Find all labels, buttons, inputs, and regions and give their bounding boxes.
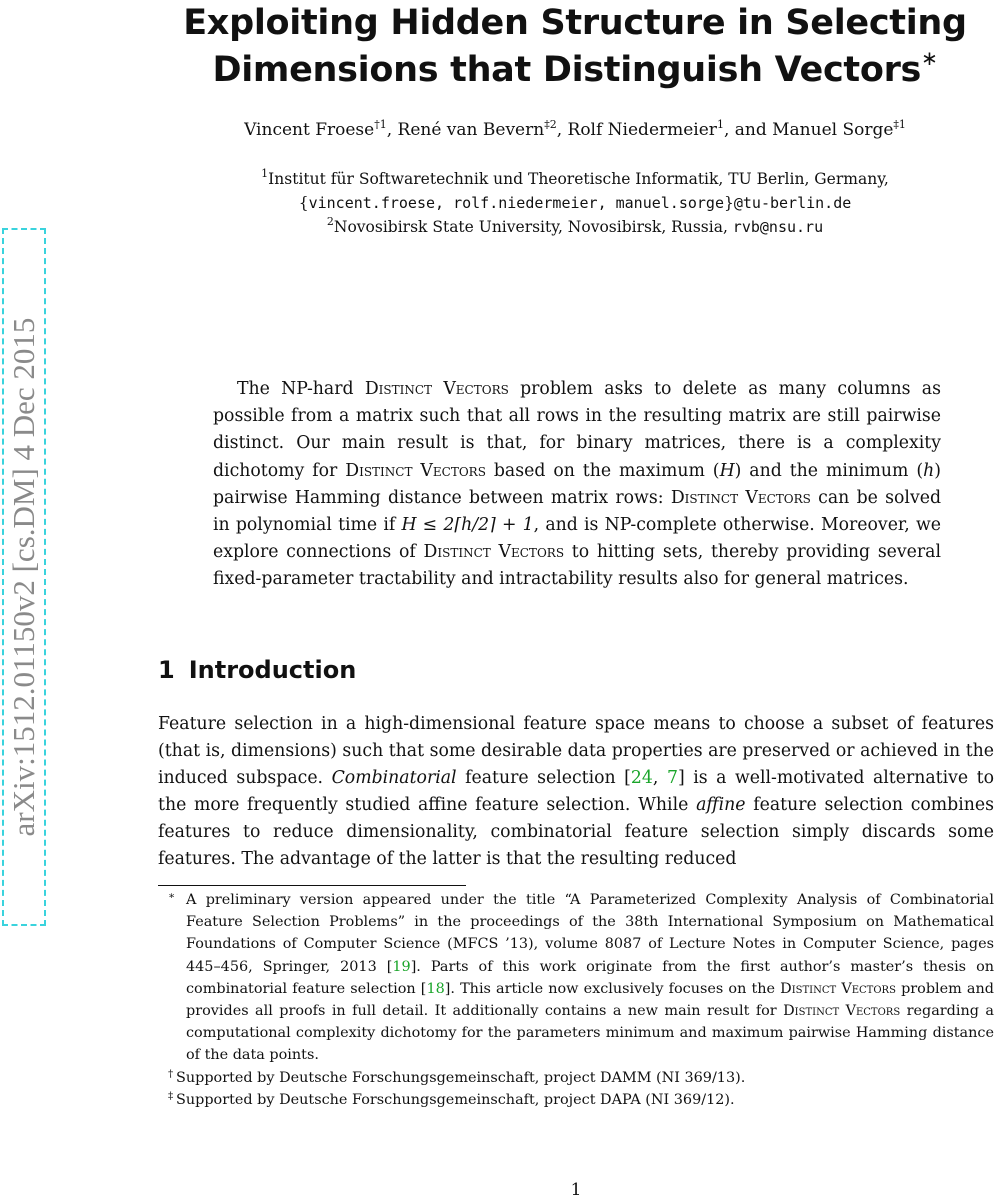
affiliation-1-emails xyxy=(160,194,990,212)
footnote-text: ]. This article now exclusively focuses on the xyxy=(444,980,781,997)
affiliation-1-text: Institut für Softwaretechnik und Theoretische Informatik, TU Berlin, Germany, xyxy=(268,170,889,188)
author-separator: , and xyxy=(723,120,773,140)
author-sorge: Manuel Sorge xyxy=(772,120,894,140)
affiliation-2-mark: 2 xyxy=(326,215,334,228)
email-list[interactable]: vincent.froese, rolf.niedermeier, manuel.sorge xyxy=(308,194,724,212)
intro-text: feature selection [ xyxy=(456,768,631,789)
problem-name: Distinct Vectors xyxy=(423,542,565,563)
author-froese: Vincent Froese xyxy=(244,120,375,140)
intro-text: ] is a well-motivated alternative to the more frequently studied affine feature selection. While xyxy=(158,768,994,816)
abstract xyxy=(213,376,941,594)
email-brace-close: } xyxy=(724,194,734,212)
emphasis: Combinatorial xyxy=(331,768,457,789)
title-line-2 xyxy=(160,47,990,94)
intro-text: feature selection combines features to reduce dimensionality, combinatorial feature selection simply discards some features. The advantage of the latter is that the resulting reduced xyxy=(158,795,994,870)
footnotes xyxy=(158,889,994,1111)
footnote-text: Supported by Deutsche Forschungsgemeinschaft, project DAMM (NI 369/13). xyxy=(176,1069,746,1086)
footnote-1 xyxy=(158,889,994,1067)
abstract-text: based on the maximum ( xyxy=(485,460,720,481)
footnote-1-mark: ∗ xyxy=(168,890,176,902)
footnote-3 xyxy=(158,1089,994,1111)
citation-link[interactable]: 7 xyxy=(666,768,678,789)
author-separator: , xyxy=(556,120,568,140)
abstract-text: to hitting sets, thereby providing several fixed-parameter tractability and intractability results also for general matrices. xyxy=(213,542,941,590)
author-van-bevern-mark: ‡2 xyxy=(544,118,557,131)
title-line-1: Exploiting Hidden Structure in Selecting xyxy=(183,3,967,43)
abstract-paragraph xyxy=(213,376,941,594)
footnote-text: Supported by Deutsche Forschungsgemeinschaft, project DAPA (NI 369/12). xyxy=(176,1091,735,1108)
problem-name: Distinct Vectors xyxy=(345,460,486,481)
introduction-body xyxy=(158,711,994,874)
email-domain[interactable]: @tu-berlin.de xyxy=(733,194,852,212)
footnote-2-mark: † xyxy=(168,1067,174,1080)
arxiv-identifier: arXiv:1512.01150v2 [cs.DM] 4 Dec 2015 xyxy=(6,317,41,837)
math-var-h: h xyxy=(923,460,935,481)
email-brace-open: { xyxy=(298,194,309,212)
footnote-text: A preliminary version appeared under the title “A Parameterized Complexity Analysis of Combinatorial Feature Selection Problems” in the proceedings of the 38th International Symposium on Mathematical Foundations of Computer Science (MFCS ’13), volume 8087 of Lecture Notes in Computer Science, pages 445–456, Springer, 2013 [ xyxy=(186,892,994,975)
abstract-text: can be solved in polynomial time if xyxy=(213,487,942,536)
section-heading xyxy=(158,656,356,684)
footnote-text: ]. Parts of this work originate from the first author’s master’s thesis on combinatorial feature selection [ xyxy=(186,958,994,997)
author-sorge-mark: ‡1 xyxy=(893,118,906,131)
author-separator: , xyxy=(386,120,398,140)
footnote-2 xyxy=(158,1067,994,1089)
author-froese-mark: †1 xyxy=(374,118,387,131)
affiliation-2 xyxy=(160,215,990,236)
title-line-2-text: Dimensions that Distinguish Vectors xyxy=(212,50,922,90)
affiliation-2-text: Novosibirsk State University, Novosibirsk, Russia, xyxy=(333,218,733,236)
problem-name: Distinct Vectors xyxy=(780,980,896,997)
footnote-text: problem and provides all proofs in full detail. It additionally contains a new main result for xyxy=(186,980,994,1020)
intro-text: , xyxy=(652,768,667,789)
emphasis: affine xyxy=(696,795,746,816)
problem-name: Distinct Vectors xyxy=(670,487,811,508)
section-title: Introduction xyxy=(188,656,357,684)
footnote-text: regarding a computational complexity dichotomy for the parameters minimum and maximum pairwise Hamming distance of the data points. xyxy=(186,1003,994,1064)
abstract-text: problem asks to delete as many columns as possible from a matrix such that all rows in the resulting matrix are still pairwise distinct. Our main result is that, for binary matrices, there is a complexity dichotomy for xyxy=(213,379,941,481)
page-number: 1 xyxy=(570,1180,582,1200)
math-var-H: H xyxy=(719,460,735,481)
affiliation-2-email[interactable]: rvb@nsu.ru xyxy=(732,218,824,236)
author-van-bevern: René van Bevern xyxy=(397,120,545,140)
paper-title xyxy=(160,0,990,94)
title-footnote-mark: ∗ xyxy=(921,46,938,70)
author-list xyxy=(160,120,990,140)
abstract-text: ) pairwise Hamming distance between matrix rows: xyxy=(213,460,942,508)
problem-name: Distinct Vectors xyxy=(364,379,509,399)
citation-link[interactable]: 24 xyxy=(630,768,653,789)
affiliation-1-mark: 1 xyxy=(261,167,269,180)
affiliation-1 xyxy=(160,167,990,188)
intro-paragraph xyxy=(158,711,994,874)
citation-link[interactable]: 19 xyxy=(392,958,411,975)
intro-text: Feature selection in a high-dimensional feature space means to choose a subset of features (that is, dimensions) such that some desirable data properties are preserved or achieved in the induced subspace. xyxy=(158,714,994,789)
problem-name: Distinct Vectors xyxy=(783,1003,901,1020)
citation-link[interactable]: 18 xyxy=(426,980,445,997)
author-niedermeier: Rolf Niedermeier xyxy=(567,120,717,140)
section-number: 1 xyxy=(158,656,175,684)
footnote-rule xyxy=(158,885,466,886)
abstract-text: , and is NP-complete otherwise. Moreover, we explore connections of xyxy=(213,515,941,563)
footnote-3-mark: ‡ xyxy=(168,1089,174,1102)
abstract-text: The NP-hard xyxy=(237,379,365,399)
author-niedermeier-mark: 1 xyxy=(716,118,724,131)
abstract-text: ) and the minimum ( xyxy=(734,460,924,481)
math-formula: H ≤ 2⌈h/2⌉ + 1 xyxy=(401,515,534,536)
arxiv-stamp xyxy=(2,228,46,926)
